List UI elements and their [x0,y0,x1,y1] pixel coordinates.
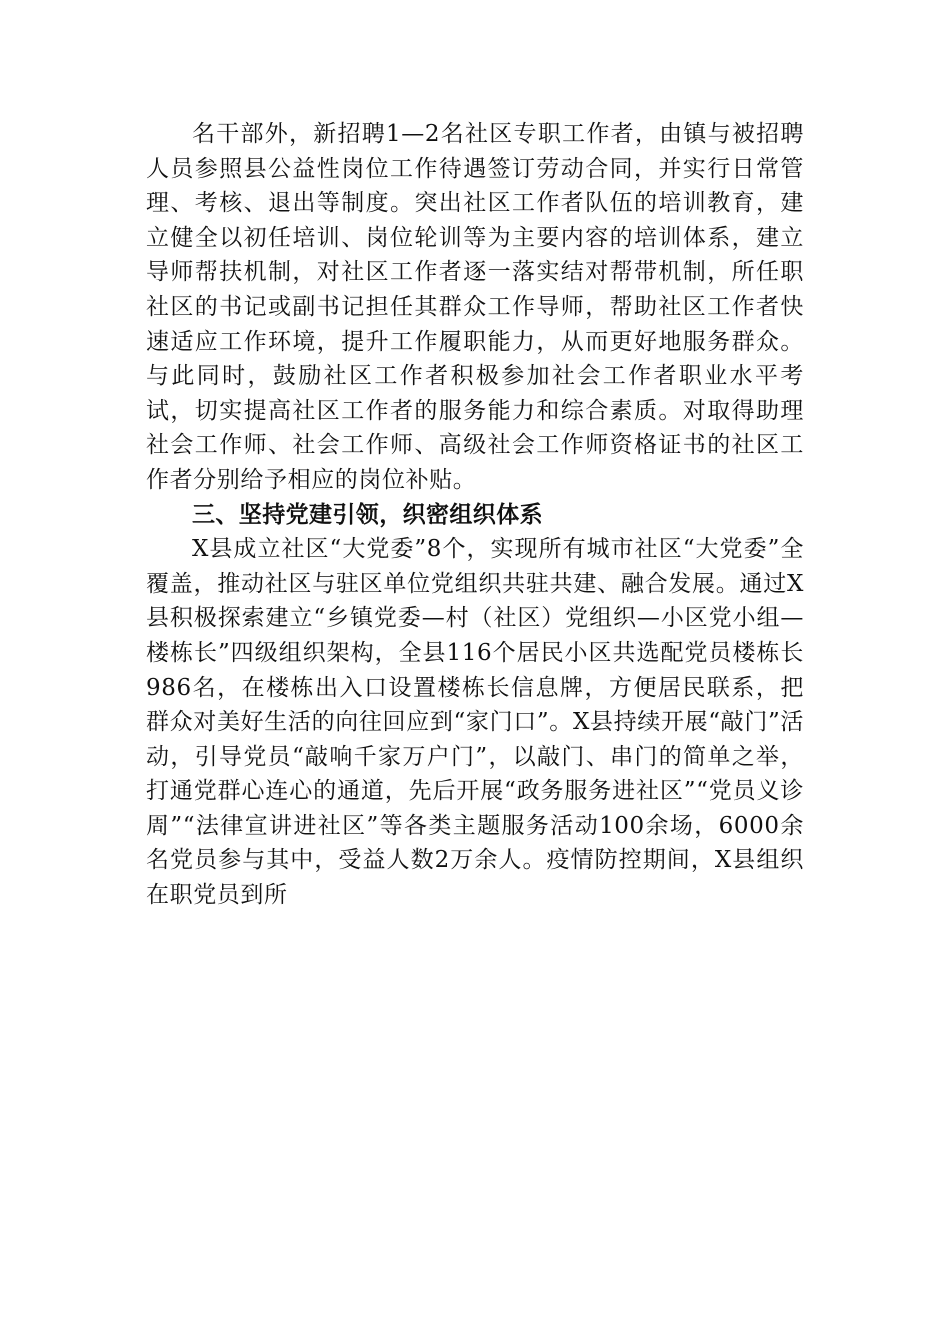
section-heading: 三、坚持党建引领，织密组织体系 [192,501,543,528]
body-paragraph-2: X县成立社区“大党委”8个，实现所有城市社区“大党委”全覆盖，推动社区与驻区单位党组织共驻共建、融合发展。通过X县积极探索建立“乡镇党委—村（社区）党组织—小区党小组—楼栋长”四级组织架构，全县116个居民小区共选配党员楼栋长986名，在楼栋出入口设置楼栋长信息牌，方便居民联系，把群众对美好生活的向往回应到“家门口”。X县持续开展“敲门”活动，引导党员“敲响千家万户门”，以敲门、串门的简单之举，打通党群心连心的通道，先后开展“政务服务进社区”“党员义诊周”“法律宣讲进社区”等各类主题服务活动100余场，6000余名党员参与其中，受益人数2万余人。疫情防控期间，X县组织在职党员到所 [146,536,804,909]
document-page [146,117,804,913]
body-paragraph-1: 名干部外，新招聘1—2名社区专职工作者，由镇与被招聘人员参照县公益性岗位工作待遇签订劳动合同，并实行日常管理、考核、退出等制度。突出社区工作者队伍的培训教育，建立健全以初任培训、岗位轮训等为主要内容的培训体系，建立导师帮扶机制，对社区工作者逐一落实结对帮带机制，所任职社区的书记或副书记担任其群众工作导师，帮助社区工作者快速适应工作环境，提升工作履职能力，从而更好地服务群众。与此同时，鼓励社区工作者积极参加社会工作者职业水平考试，切实提高社区工作者的服务能力和综合素质。对取得助理社会工作师、社会工作师、高级社会工作师资格证书的社区工作者分别给予相应的岗位补贴。 [146,121,804,493]
